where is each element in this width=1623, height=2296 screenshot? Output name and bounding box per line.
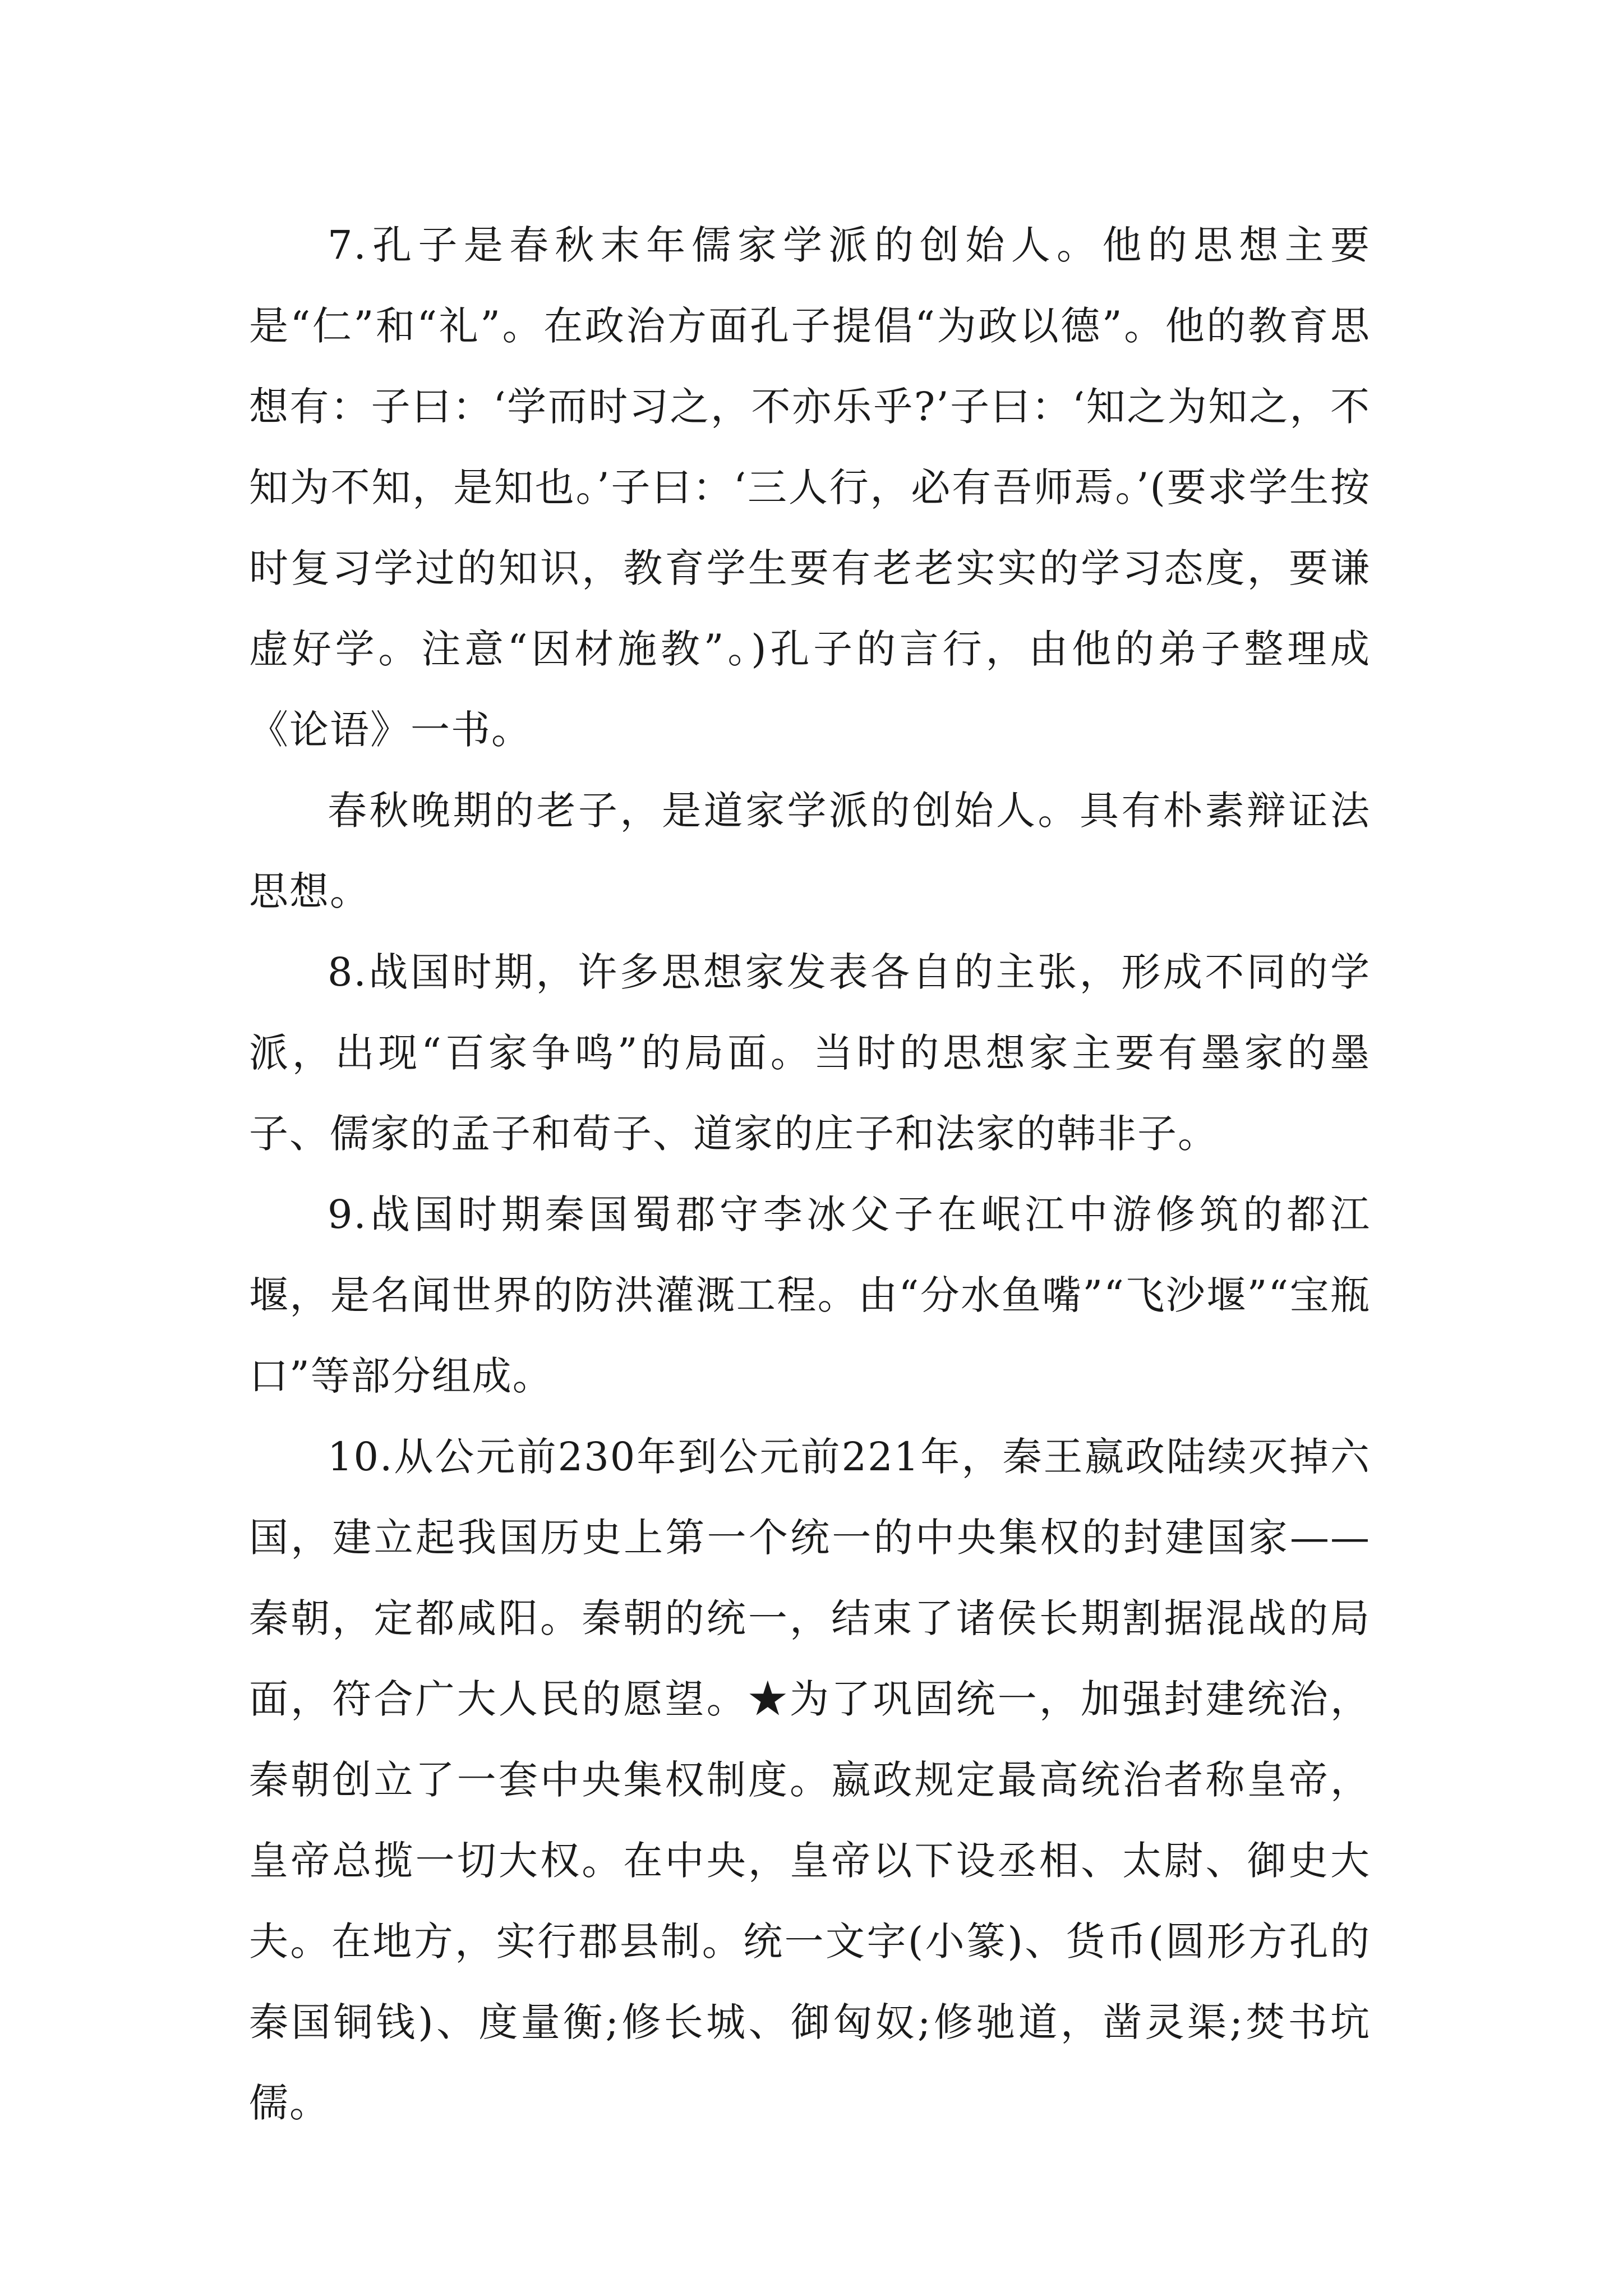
paragraph-dujiangyan: 9.战国时期秦国蜀郡守李冰父子在岷江中游修筑的都江堰，是名闻世界的防洪灌溉工程。由“分水鱼嘴”“飞沙堰”“宝瓶口”等部分组成。 bbox=[249, 1191, 1371, 1399]
paragraph-confucius-laozi-1: 7.孔子是春秋末年儒家学派的创始人。他的思想主要是“仁”和“礼”。在政治方面孔子提倡“为政以德”。他的教育思想有：子曰：‘学而时习之，不亦乐乎?’子曰：‘知之为知之，不知为不知，是知也。’子曰：‘三人行，必有吾师焉。’(要求学生按时复习学过的知识，教育学生要有老老实实的学习态度，要谦虚好学。注意“因材施教”。)孔子的言行，由他的弟子整理成《论语》一书。 bbox=[249, 222, 1371, 753]
paragraph-qin-unification: 10.从公元前230年到公元前221年，秦王嬴政陆续灭掉六国，建立起我国历史上第一个统一的中央集权的封建国家——秦朝，定都咸阳。秦朝的统一，结束了诸侯长期割据混战的局面，符合广大人民的愿望。★为了巩固统一，加强封建统治，秦朝创立了一套中央集权制度。嬴政规定最高统治者称皇帝，皇帝总揽一切大权。在中央，皇帝以下设丞相、太尉、御史大夫。在地方，实行郡县制。统一文字(小篆)、货币(圆形方孔的秦国铜钱)、度量衡;修长城、御匈奴;修驰道，凿灵渠;焚书坑儒。 bbox=[249, 1434, 1371, 2126]
paragraph-hundred-schools: 8.战国时期，许多思想家发表各自的主张，形成不同的学派，出现“百家争鸣”的局面。当时的思想家主要有墨家的墨子、儒家的孟子和荀子、道家的庄子和法家的韩非子。 bbox=[249, 949, 1371, 1157]
document-body bbox=[249, 205, 1371, 2143]
paragraph-laozi: 春秋晚期的老子，是道家学派的创始人。具有朴素辩证法思想。 bbox=[249, 788, 1371, 914]
